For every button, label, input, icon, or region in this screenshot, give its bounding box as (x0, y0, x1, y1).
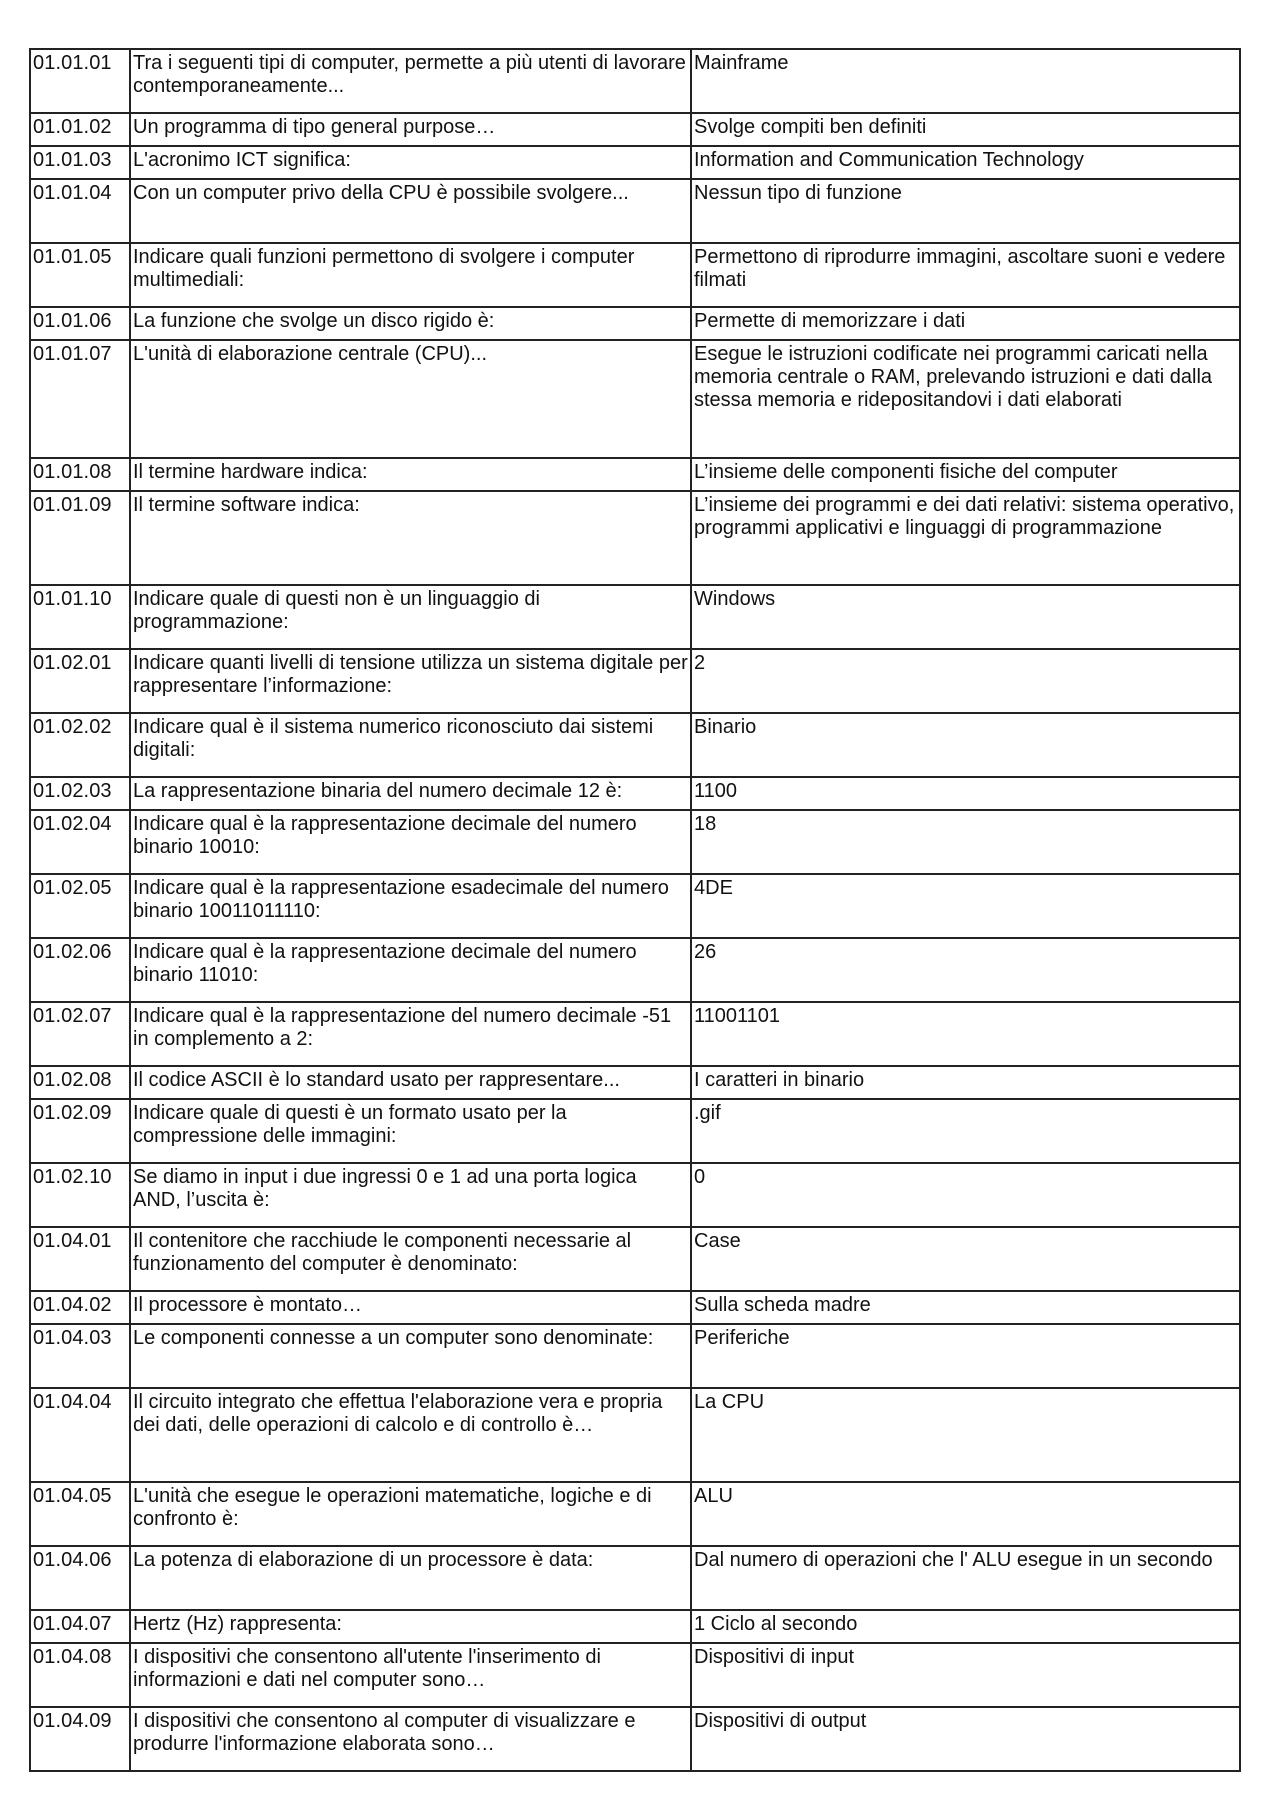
question-text: Il termine software indica: (130, 491, 691, 585)
answer-text: 0 (691, 1163, 1240, 1227)
answer-text: 18 (691, 810, 1240, 874)
question-text: Il processore è montato… (130, 1291, 691, 1324)
table-row (30, 777, 1240, 810)
answer-text: Esegue le istruzioni codificate nei programmi caricati nella memoria centrale o RAM, prelevando istruzioni e dati dalla stessa memoria e ridepositandovi i dati elaborati (691, 340, 1240, 458)
question-code: 01.04.01 (30, 1227, 130, 1291)
answer-text: Dispositivi di output (691, 1707, 1240, 1771)
question-text: Indicare qual è la rappresentazione del numero decimale -51 in complemento a 2: (130, 1002, 691, 1066)
quiz-document (29, 48, 1239, 1772)
question-code: 01.01.03 (30, 146, 130, 179)
question-code: 01.04.07 (30, 1610, 130, 1643)
question-text: Indicare qual è la rappresentazione esadecimale del numero binario 10011011110: (130, 874, 691, 938)
answer-text: Sulla scheda madre (691, 1291, 1240, 1324)
answer-text: La CPU (691, 1388, 1240, 1482)
answer-text: 1 Ciclo al secondo (691, 1610, 1240, 1643)
question-code: 01.01.04 (30, 179, 130, 243)
table-row (30, 1388, 1240, 1482)
table-row (30, 491, 1240, 585)
question-code: 01.01.02 (30, 113, 130, 146)
answer-text: Mainframe (691, 49, 1240, 113)
answer-text: 26 (691, 938, 1240, 1002)
table-row (30, 874, 1240, 938)
question-code: 01.04.06 (30, 1546, 130, 1610)
question-text: Il circuito integrato che effettua l'elaborazione vera e propria dei dati, delle operazioni di calcolo e di controllo è… (130, 1388, 691, 1482)
question-text: L'unità che esegue le operazioni matematiche, logiche e di confronto è: (130, 1482, 691, 1546)
table-row (30, 340, 1240, 458)
table-row (30, 1610, 1240, 1643)
answer-text: Svolge compiti ben definiti (691, 113, 1240, 146)
answer-text: L’insieme dei programmi e dei dati relativi: sistema operativo, programmi applicativi e linguaggi di programmazione (691, 491, 1240, 585)
question-text: Con un computer privo della CPU è possibile svolgere... (130, 179, 691, 243)
question-code: 01.01.01 (30, 49, 130, 113)
table-row (30, 1227, 1240, 1291)
table-row (30, 113, 1240, 146)
table-row (30, 307, 1240, 340)
question-code: 01.04.09 (30, 1707, 130, 1771)
question-code: 01.02.07 (30, 1002, 130, 1066)
question-text: Un programma di tipo general purpose… (130, 113, 691, 146)
question-text: Hertz (Hz) rappresenta: (130, 1610, 691, 1643)
table-row (30, 1707, 1240, 1771)
question-text: Indicare quale di questi è un formato usato per la compressione delle immagini: (130, 1099, 691, 1163)
question-code: 01.02.05 (30, 874, 130, 938)
table-row (30, 243, 1240, 307)
question-text: Le componenti connesse a un computer sono denominate: (130, 1324, 691, 1388)
question-code: 01.02.06 (30, 938, 130, 1002)
table-row (30, 1291, 1240, 1324)
question-text: Il contenitore che racchiude le componenti necessarie al funzionamento del computer è denominato: (130, 1227, 691, 1291)
answer-text: ALU (691, 1482, 1240, 1546)
table-row (30, 938, 1240, 1002)
question-code: 01.04.08 (30, 1643, 130, 1707)
table-row (30, 1482, 1240, 1546)
question-code: 01.01.05 (30, 243, 130, 307)
answer-text: Dispositivi di input (691, 1643, 1240, 1707)
question-code: 01.01.09 (30, 491, 130, 585)
question-code: 01.04.02 (30, 1291, 130, 1324)
answer-text: Nessun tipo di funzione (691, 179, 1240, 243)
question-code: 01.02.04 (30, 810, 130, 874)
answer-text: I caratteri in binario (691, 1066, 1240, 1099)
table-row (30, 1643, 1240, 1707)
question-code: 01.01.10 (30, 585, 130, 649)
question-code: 01.02.03 (30, 777, 130, 810)
table-row (30, 458, 1240, 491)
answer-text: Windows (691, 585, 1240, 649)
question-code: 01.02.09 (30, 1099, 130, 1163)
question-text: I dispositivi che consentono all'utente l'inserimento di informazioni e dati nel computer sono… (130, 1643, 691, 1707)
question-text: La potenza di elaborazione di un processore è data: (130, 1546, 691, 1610)
question-text: Indicare qual è il sistema numerico riconosciuto dai sistemi digitali: (130, 713, 691, 777)
table-row (30, 1066, 1240, 1099)
question-code: 01.01.07 (30, 340, 130, 458)
question-code: 01.02.10 (30, 1163, 130, 1227)
question-code: 01.02.01 (30, 649, 130, 713)
table-row (30, 713, 1240, 777)
table-row (30, 810, 1240, 874)
answer-text: Permettono di riprodurre immagini, ascoltare suoni e vedere filmati (691, 243, 1240, 307)
question-text: Il termine hardware indica: (130, 458, 691, 491)
answer-text: Permette di memorizzare i dati (691, 307, 1240, 340)
answer-text: 1100 (691, 777, 1240, 810)
answer-text: Information and Communication Technology (691, 146, 1240, 179)
table-row (30, 1546, 1240, 1610)
question-text: La rappresentazione binaria del numero decimale 12 è: (130, 777, 691, 810)
question-code: 01.01.08 (30, 458, 130, 491)
answer-text: 2 (691, 649, 1240, 713)
question-code: 01.02.02 (30, 713, 130, 777)
question-code: 01.01.06 (30, 307, 130, 340)
question-text: L'acronimo ICT significa: (130, 146, 691, 179)
question-code: 01.04.05 (30, 1482, 130, 1546)
table-row (30, 585, 1240, 649)
table-row (30, 649, 1240, 713)
table-row (30, 1002, 1240, 1066)
answer-text: 11001101 (691, 1002, 1240, 1066)
question-code: 01.04.03 (30, 1324, 130, 1388)
question-code: 01.04.04 (30, 1388, 130, 1482)
question-answer-table (29, 48, 1241, 1772)
table-row (30, 1324, 1240, 1388)
answer-text: 4DE (691, 874, 1240, 938)
question-text: I dispositivi che consentono al computer di visualizzare e produrre l'informazione elaborata sono… (130, 1707, 691, 1771)
question-text: Indicare quanti livelli di tensione utilizza un sistema digitale per rappresentare l’informazione: (130, 649, 691, 713)
answer-text: .gif (691, 1099, 1240, 1163)
answer-text: Dal numero di operazioni che l' ALU esegue in un secondo (691, 1546, 1240, 1610)
table-row (30, 179, 1240, 243)
answer-text: Case (691, 1227, 1240, 1291)
question-text: Tra i seguenti tipi di computer, permette a più utenti di lavorare contemporaneamente... (130, 49, 691, 113)
question-text: Se diamo in input i due ingressi 0 e 1 ad una porta logica AND, l’uscita è: (130, 1163, 691, 1227)
table-row (30, 146, 1240, 179)
answer-text: Binario (691, 713, 1240, 777)
question-text: Indicare qual è la rappresentazione decimale del numero binario 10010: (130, 810, 691, 874)
question-text: Indicare qual è la rappresentazione decimale del numero binario 11010: (130, 938, 691, 1002)
question-text: Indicare quale di questi non è un linguaggio di programmazione: (130, 585, 691, 649)
table-row (30, 1163, 1240, 1227)
question-text: Indicare quali funzioni permettono di svolgere i computer multimediali: (130, 243, 691, 307)
question-text: La funzione che svolge un disco rigido è: (130, 307, 691, 340)
table-row (30, 49, 1240, 113)
answer-text: L’insieme delle componenti fisiche del computer (691, 458, 1240, 491)
question-code: 01.02.08 (30, 1066, 130, 1099)
question-text: Il codice ASCII è lo standard usato per rappresentare... (130, 1066, 691, 1099)
question-text: L'unità di elaborazione centrale (CPU)... (130, 340, 691, 458)
answer-text: Periferiche (691, 1324, 1240, 1388)
table-row (30, 1099, 1240, 1163)
